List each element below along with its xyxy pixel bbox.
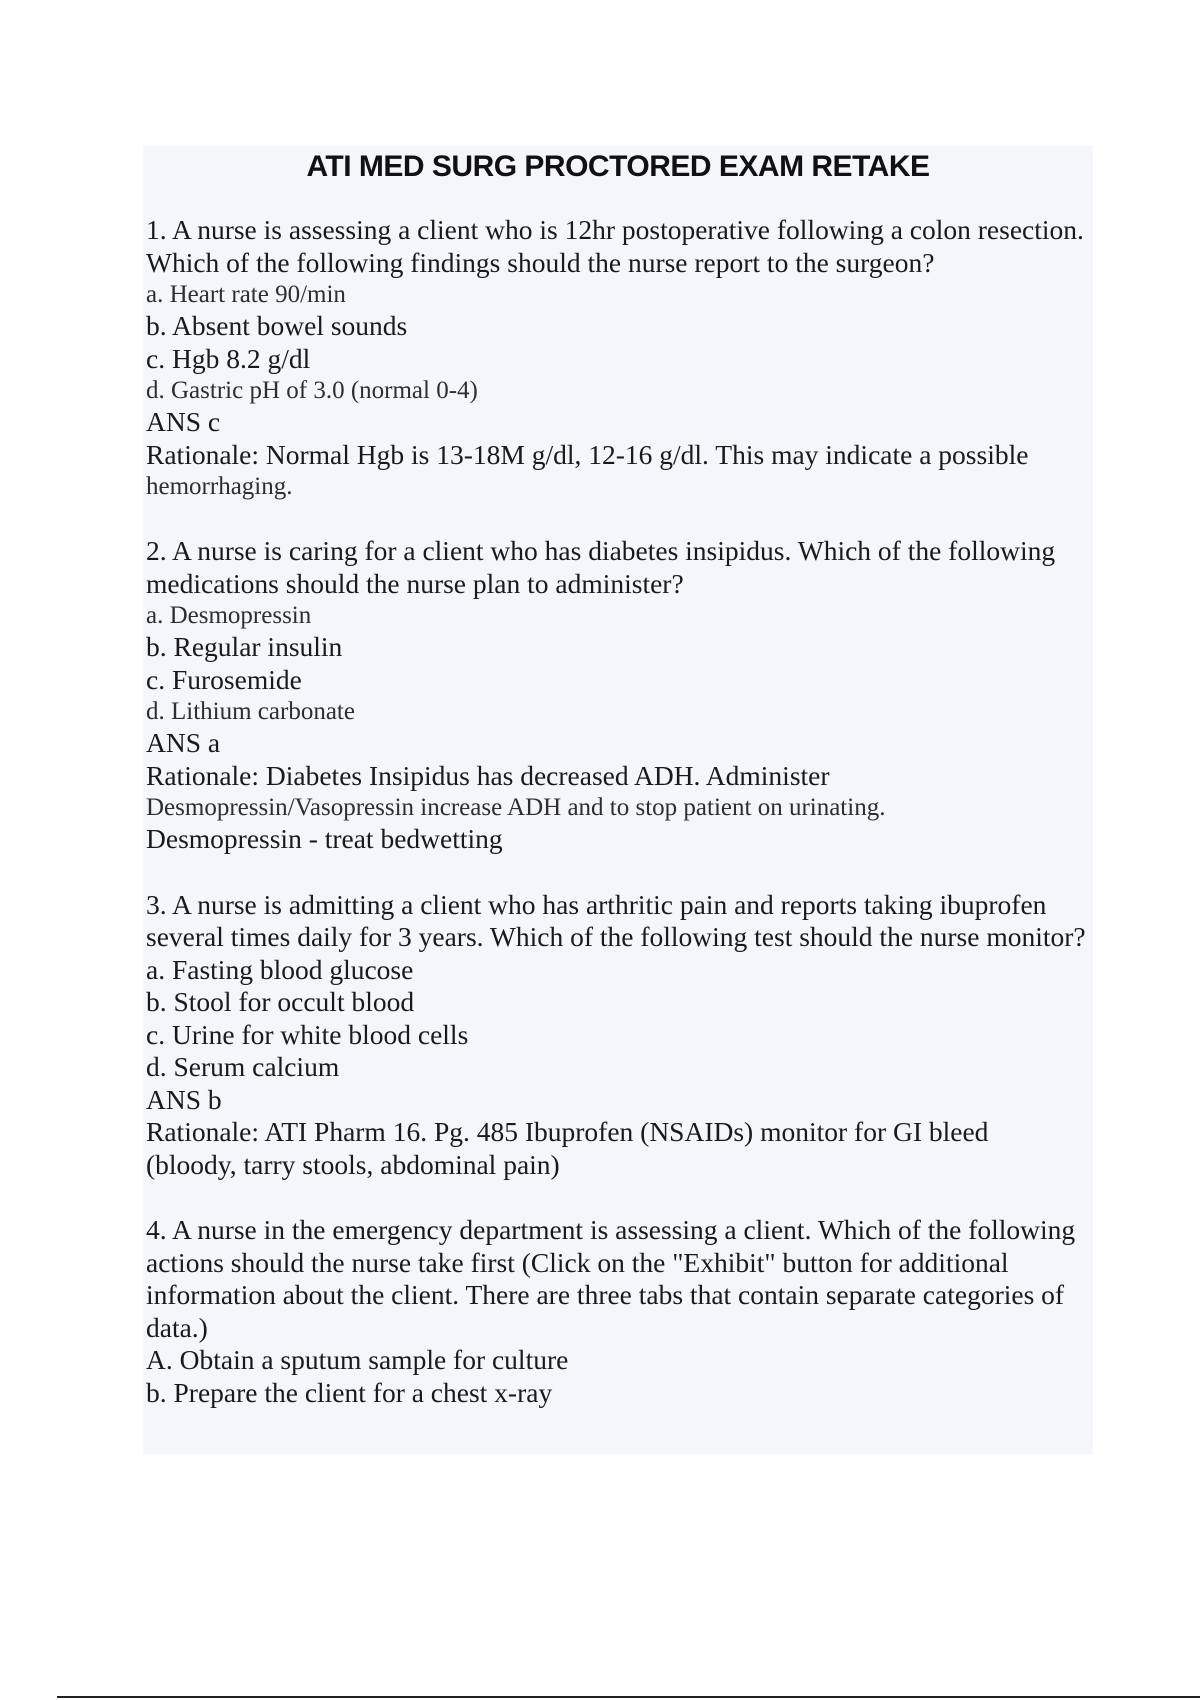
answer-option: c. Hgb 8.2 g/dl — [146, 342, 311, 374]
question-stem: 1. A nurse is assessing a client who is 12hr postoperative following a colon resection. Which of the following findings should the nurse report to the surgeon? — [146, 214, 1084, 278]
question-2 — [146, 535, 1091, 856]
rationale-line: Desmopressin - treat bedwetting — [146, 823, 503, 854]
document-body — [146, 214, 1091, 1442]
answer-option: a. Fasting blood glucose — [146, 953, 414, 985]
question-4 — [146, 1214, 1091, 1409]
question-stem: 4. A nurse in the emergency department is assessing a client. Which of the following actions should the nurse take first (Click on the "Exhibit" button for additional information about the client. There are three tabs that contain separate categories of data.) — [146, 1214, 1076, 1343]
answer-option: a. Heart rate 90/min — [146, 281, 346, 308]
answer-option: c. Urine for white blood cells — [146, 1018, 469, 1050]
rationale-line: Rationale: Diabetes Insipidus has decreased ADH. Administer — [146, 759, 830, 791]
rationale-line: Rationale: Normal Hgb is 13-18M g/dl, 12-16 g/dl. This may indicate a possible — [146, 438, 1029, 470]
document-title: ATI MED SURG PROCTORED EXAM RETAKE — [306, 150, 930, 183]
page-bottom-rule — [57, 1696, 1200, 1698]
answer-option: b. Absent bowel sounds — [146, 310, 408, 341]
rationale-line: hemorrhaging. — [146, 473, 293, 500]
answer-key: ANS b — [146, 1083, 222, 1115]
answer-option: A. Obtain a sputum sample for culture — [146, 1344, 569, 1375]
answer-option: d. Serum calcium — [146, 1051, 340, 1082]
rationale-line: Desmopressin/Vasopressin increase ADH and to stop patient on urinating. — [146, 794, 886, 821]
rationale-line: Rationale: ATI Pharm 16. Pg. 485 Ibuprofen (NSAIDs) monitor for GI bleed — [146, 1116, 989, 1147]
rationale-line: (bloody, tarry stools, abdominal pain) — [146, 1148, 560, 1180]
answer-option: a. Desmopressin — [146, 602, 312, 629]
answer-key: ANS a — [146, 727, 221, 758]
question-stem: 3. A nurse is admitting a client who has arthritic pain and reports taking ibuprofen several times daily for 3 years. Which of the following test should the nurse monitor? — [146, 888, 1086, 952]
question-1 — [146, 214, 1091, 502]
answer-key: ANS c — [146, 406, 221, 437]
question-stem: 2. A nurse is caring for a client who has diabetes insipidus. Which of the following medications should the nurse plan to administer? — [146, 535, 1056, 599]
question-3 — [146, 889, 1091, 1182]
answer-option: d. Gastric pH of 3.0 (normal 0-4) — [146, 377, 478, 404]
answer-option: c. Furosemide — [146, 663, 302, 695]
answer-option: d. Lithium carbonate — [146, 698, 355, 725]
answer-option: b. Prepare the client for a chest x-ray — [146, 1376, 553, 1408]
answer-option: b. Regular insulin — [146, 631, 343, 662]
answer-option: b. Stool for occult blood — [146, 986, 415, 1017]
